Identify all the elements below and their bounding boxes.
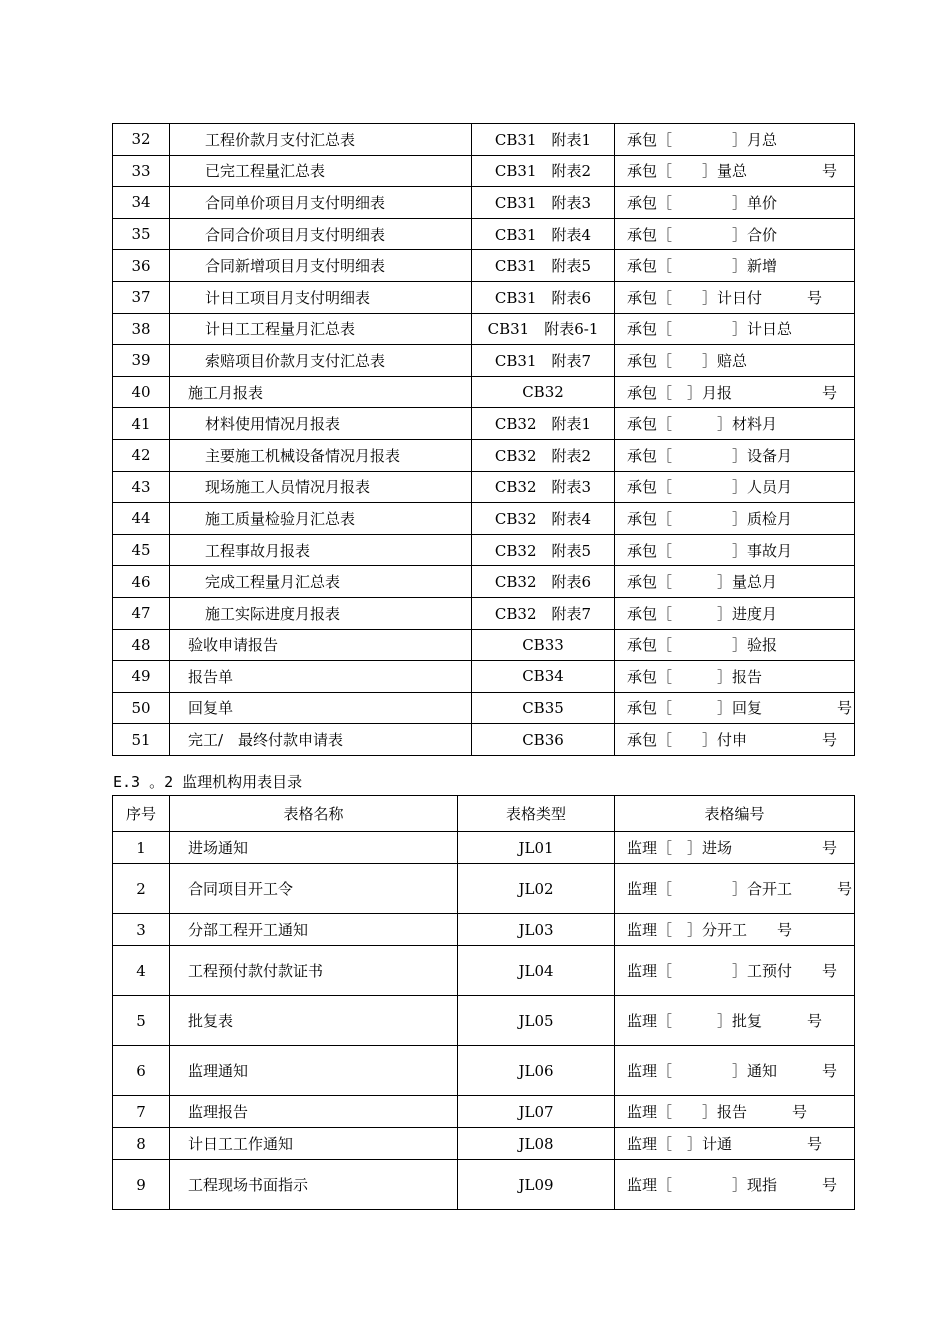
form-type: JL05	[458, 996, 615, 1046]
row-number: 33	[113, 155, 170, 187]
table-row	[113, 124, 855, 156]
table-row	[113, 1160, 855, 1210]
form-type: CB32 附表3	[472, 471, 615, 503]
header-type: 表格类型	[458, 796, 615, 832]
form-type: CB32 附表6	[472, 566, 615, 598]
form-code: 监理［ ］通知 号	[615, 1046, 855, 1096]
table-row	[113, 534, 855, 566]
form-name: 计日工项目月支付明细表	[170, 281, 472, 313]
form-name: 合同单价项目月支付明细表	[170, 187, 472, 219]
form-type: JL03	[458, 914, 615, 946]
table-row	[113, 832, 855, 864]
table-row	[113, 597, 855, 629]
form-code: 承包［ ］量总 号	[615, 155, 855, 187]
form-name: 完工/ 最终付款申请表	[170, 724, 472, 756]
form-name: 分部工程开工通知	[170, 914, 458, 946]
form-code: 承包［ ］质检月	[615, 503, 855, 535]
row-number: 51	[113, 724, 170, 756]
form-name: 施工实际进度月报表	[170, 597, 472, 629]
form-code: 承包［ ］计日付 号	[615, 281, 855, 313]
form-code: 承包［ ］进度月	[615, 597, 855, 629]
header-name: 表格名称	[170, 796, 458, 832]
form-name: 已完工程量汇总表	[170, 155, 472, 187]
form-name: 工程事故月报表	[170, 534, 472, 566]
table-row	[113, 1128, 855, 1160]
row-number: 36	[113, 250, 170, 282]
row-number: 1	[113, 832, 170, 864]
table-row	[113, 1046, 855, 1096]
form-name: 工程价款月支付汇总表	[170, 124, 472, 156]
form-type: CB35	[472, 692, 615, 724]
table-row	[113, 155, 855, 187]
form-code: 承包［ ］设备月	[615, 439, 855, 471]
form-code: 承包［ ］人员月	[615, 471, 855, 503]
row-number: 34	[113, 187, 170, 219]
form-code: 监理［ ］分开工 号	[615, 914, 855, 946]
table-row	[113, 661, 855, 693]
form-code: 承包［ ］材料月	[615, 408, 855, 440]
form-name: 合同新增项目月支付明细表	[170, 250, 472, 282]
table-row	[113, 914, 855, 946]
form-name: 验收申请报告	[170, 629, 472, 661]
form-name: 进场通知	[170, 832, 458, 864]
table-row	[113, 629, 855, 661]
table-row	[113, 692, 855, 724]
form-name: 合同合价项目月支付明细表	[170, 218, 472, 250]
form-code: 承包［ ］月总	[615, 124, 855, 156]
form-name: 完成工程量月汇总表	[170, 566, 472, 598]
form-type: CB31 附表4	[472, 218, 615, 250]
form-code: 监理［ ］计通 号	[615, 1128, 855, 1160]
table-row	[113, 345, 855, 377]
row-number: 47	[113, 597, 170, 629]
form-name: 批复表	[170, 996, 458, 1046]
form-name: 合同项目开工令	[170, 864, 458, 914]
form-type: JL08	[458, 1128, 615, 1160]
row-number: 7	[113, 1096, 170, 1128]
table-row	[113, 281, 855, 313]
form-code: 承包［ ］付申 号	[615, 724, 855, 756]
section-title: E.3 。2 监理机构用表目录	[113, 773, 303, 791]
form-type: JL06	[458, 1046, 615, 1096]
row-number: 48	[113, 629, 170, 661]
form-type: JL04	[458, 946, 615, 996]
table-row	[113, 376, 855, 408]
form-type: CB36	[472, 724, 615, 756]
supervision-forms-table	[112, 795, 855, 1210]
form-name: 计日工工程量月汇总表	[170, 313, 472, 345]
form-type: CB32 附表2	[472, 439, 615, 471]
row-number: 39	[113, 345, 170, 377]
form-name: 施工质量检验月汇总表	[170, 503, 472, 535]
form-name: 报告单	[170, 661, 472, 693]
row-number: 45	[113, 534, 170, 566]
form-name: 计日工工作通知	[170, 1128, 458, 1160]
form-name: 工程现场书面指示	[170, 1160, 458, 1210]
row-number: 5	[113, 996, 170, 1046]
table-row	[113, 439, 855, 471]
row-number: 41	[113, 408, 170, 440]
form-type: CB33	[472, 629, 615, 661]
row-number: 50	[113, 692, 170, 724]
form-code: 承包［ ］计日总	[615, 313, 855, 345]
row-number: 9	[113, 1160, 170, 1210]
row-number: 8	[113, 1128, 170, 1160]
form-type: JL09	[458, 1160, 615, 1210]
form-type: CB32 附表1	[472, 408, 615, 440]
table-row	[113, 566, 855, 598]
form-name: 施工月报表	[170, 376, 472, 408]
table-row	[113, 724, 855, 756]
row-number: 2	[113, 864, 170, 914]
row-number: 46	[113, 566, 170, 598]
row-number: 49	[113, 661, 170, 693]
row-number: 44	[113, 503, 170, 535]
form-type: JL07	[458, 1096, 615, 1128]
form-name: 监理通知	[170, 1046, 458, 1096]
table-row	[113, 408, 855, 440]
row-number: 4	[113, 946, 170, 996]
form-type: CB32 附表4	[472, 503, 615, 535]
form-code: 监理［ ］工预付 号	[615, 946, 855, 996]
form-code: 监理［ ］合开工 号	[615, 864, 855, 914]
row-number: 42	[113, 439, 170, 471]
form-name: 材料使用情况月报表	[170, 408, 472, 440]
table-row	[113, 187, 855, 219]
form-code: 监理［ ］现指 号	[615, 1160, 855, 1210]
form-code: 承包［ ］赔总	[615, 345, 855, 377]
form-type: CB31 附表6	[472, 281, 615, 313]
table-row	[113, 1096, 855, 1128]
form-name: 工程预付款付款证书	[170, 946, 458, 996]
form-code: 承包［ ］验报	[615, 629, 855, 661]
form-code: 承包［ ］量总月	[615, 566, 855, 598]
form-type: CB31 附表5	[472, 250, 615, 282]
form-code: 承包［ ］单价	[615, 187, 855, 219]
row-number: 35	[113, 218, 170, 250]
form-code: 承包［ ］报告	[615, 661, 855, 693]
table-row	[113, 471, 855, 503]
row-number: 40	[113, 376, 170, 408]
contractor-forms-table	[112, 123, 855, 756]
form-code: 承包［ ］回复 号	[615, 692, 855, 724]
row-number: 37	[113, 281, 170, 313]
form-code: 承包［ ］事故月	[615, 534, 855, 566]
table-row	[113, 946, 855, 996]
table-row	[113, 996, 855, 1046]
row-number: 32	[113, 124, 170, 156]
form-name: 回复单	[170, 692, 472, 724]
form-name: 索赔项目价款月支付汇总表	[170, 345, 472, 377]
table-row	[113, 250, 855, 282]
form-code: 监理［ ］报告 号	[615, 1096, 855, 1128]
form-type: JL01	[458, 832, 615, 864]
form-name: 现场施工人员情况月报表	[170, 471, 472, 503]
form-type: CB31 附表3	[472, 187, 615, 219]
form-type: JL02	[458, 864, 615, 914]
form-code: 监理［ ］批复 号	[615, 996, 855, 1046]
table-header-row	[113, 796, 855, 832]
form-name: 主要施工机械设备情况月报表	[170, 439, 472, 471]
header-code: 表格编号	[615, 796, 855, 832]
table-row	[113, 864, 855, 914]
form-type: CB31 附表1	[472, 124, 615, 156]
form-type: CB34	[472, 661, 615, 693]
form-code: 承包［ ］合价	[615, 218, 855, 250]
row-number: 38	[113, 313, 170, 345]
form-code: 承包［ ］月报 号	[615, 376, 855, 408]
row-number: 3	[113, 914, 170, 946]
form-type: CB32	[472, 376, 615, 408]
header-no: 序号	[113, 796, 170, 832]
form-type: CB32 附表7	[472, 597, 615, 629]
form-name: 监理报告	[170, 1096, 458, 1128]
form-code: 承包［ ］新增	[615, 250, 855, 282]
table-row	[113, 503, 855, 535]
form-type: CB31 附表2	[472, 155, 615, 187]
form-type: CB32 附表5	[472, 534, 615, 566]
form-code: 监理［ ］进场 号	[615, 832, 855, 864]
form-type: CB31 附表7	[472, 345, 615, 377]
row-number: 6	[113, 1046, 170, 1096]
row-number: 43	[113, 471, 170, 503]
table-row	[113, 313, 855, 345]
table-row	[113, 218, 855, 250]
form-type: CB31 附表6-1	[472, 313, 615, 345]
